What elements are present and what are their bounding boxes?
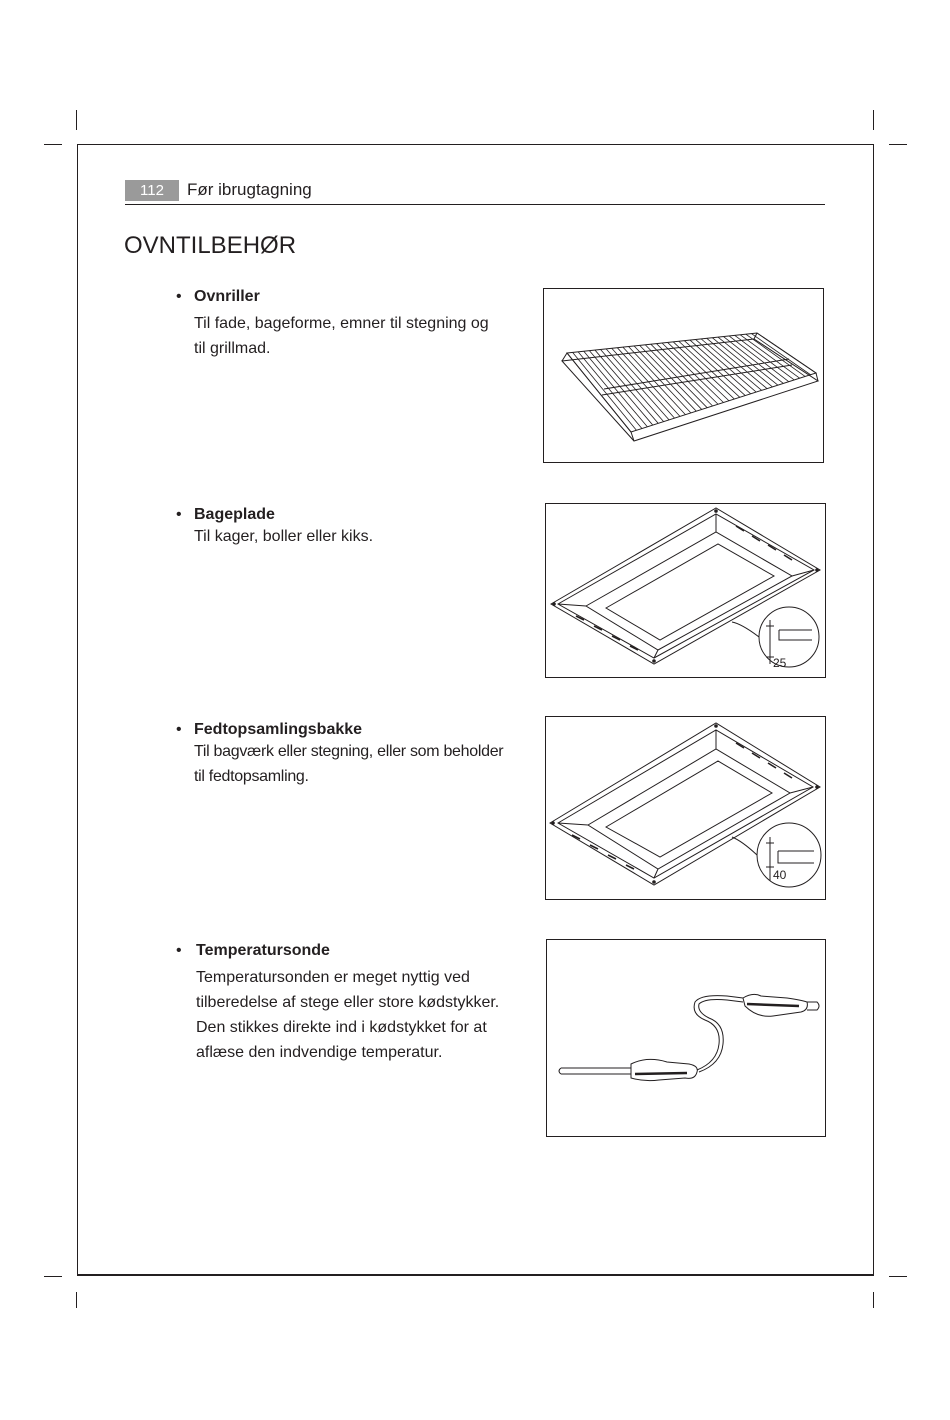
rack-wire bbox=[651, 344, 713, 406]
page-number: 112 bbox=[125, 180, 179, 201]
rack-wire bbox=[656, 344, 718, 405]
crop-mark bbox=[76, 110, 77, 130]
crop-mark bbox=[873, 110, 874, 130]
description-line: Til fade, bageforme, emner til stegning og bbox=[194, 315, 489, 332]
accessory-item-oven-rack bbox=[176, 286, 526, 366]
accessory-item-drip-pan bbox=[176, 719, 526, 789]
crop-mark bbox=[44, 1276, 62, 1277]
rack-wire bbox=[567, 353, 631, 432]
rack-wire bbox=[645, 345, 707, 408]
page-title: OVNTILBEHØR bbox=[124, 232, 297, 259]
description-line: Temperatursonden er meget nyttig ved bbox=[196, 969, 470, 986]
description-line: aflæse den indvendige temperatur. bbox=[196, 1044, 443, 1061]
header-divider bbox=[125, 204, 825, 205]
accessory-description bbox=[194, 739, 503, 789]
page-frame-bottom bbox=[77, 1274, 874, 1276]
rack-wire bbox=[634, 346, 696, 411]
pan-depth-label: 40 bbox=[773, 868, 787, 882]
description-line: Til bagværk eller stegning, eller som beholder bbox=[194, 743, 504, 760]
description-line: Den stikkes direkte ind i kødstykket for at bbox=[196, 1019, 487, 1036]
page-frame-left bbox=[77, 144, 78, 1276]
accessory-description bbox=[194, 524, 373, 549]
accessory-description bbox=[196, 965, 499, 1065]
crop-mark bbox=[873, 1292, 874, 1308]
bullet: • bbox=[176, 721, 182, 738]
crop-mark bbox=[889, 144, 907, 145]
section-name: Før ibrugtagning bbox=[187, 180, 312, 199]
baking-tray-illustration bbox=[545, 503, 826, 678]
bullet: • bbox=[176, 942, 182, 959]
bullet: • bbox=[176, 506, 182, 523]
accessory-item-meat-probe bbox=[176, 940, 526, 1070]
rack-wire bbox=[640, 345, 702, 409]
accessory-item-baking-tray bbox=[176, 504, 526, 554]
accessory-heading: Bageplade bbox=[194, 506, 275, 523]
description-line: tilberedelse af stege eller store kødstykker. bbox=[196, 994, 500, 1011]
accessory-heading: Temperatursonde bbox=[196, 942, 330, 959]
meat-probe-illustration bbox=[546, 939, 826, 1137]
page-frame-top bbox=[77, 144, 874, 145]
page-frame-right bbox=[873, 144, 874, 1276]
drip-pan-illustration bbox=[545, 716, 826, 900]
rack-wire bbox=[628, 347, 690, 413]
oven-rack-illustration bbox=[543, 288, 824, 463]
crop-mark bbox=[44, 144, 62, 145]
rack-wire bbox=[623, 347, 686, 415]
accessory-heading: Fedtopsamlingsbakke bbox=[194, 721, 363, 738]
description-line: Til kager, boller eller kiks. bbox=[194, 528, 374, 545]
bullet: • bbox=[176, 288, 182, 305]
accessory-description bbox=[194, 311, 489, 361]
accessory-heading: Ovnriller bbox=[194, 288, 260, 305]
crop-mark bbox=[76, 1292, 77, 1308]
tray-depth-label: 25 bbox=[773, 656, 787, 670]
description-line: til fedtopsamling. bbox=[194, 768, 309, 785]
crop-mark bbox=[889, 1276, 907, 1277]
description-line: til grillmad. bbox=[194, 340, 271, 357]
